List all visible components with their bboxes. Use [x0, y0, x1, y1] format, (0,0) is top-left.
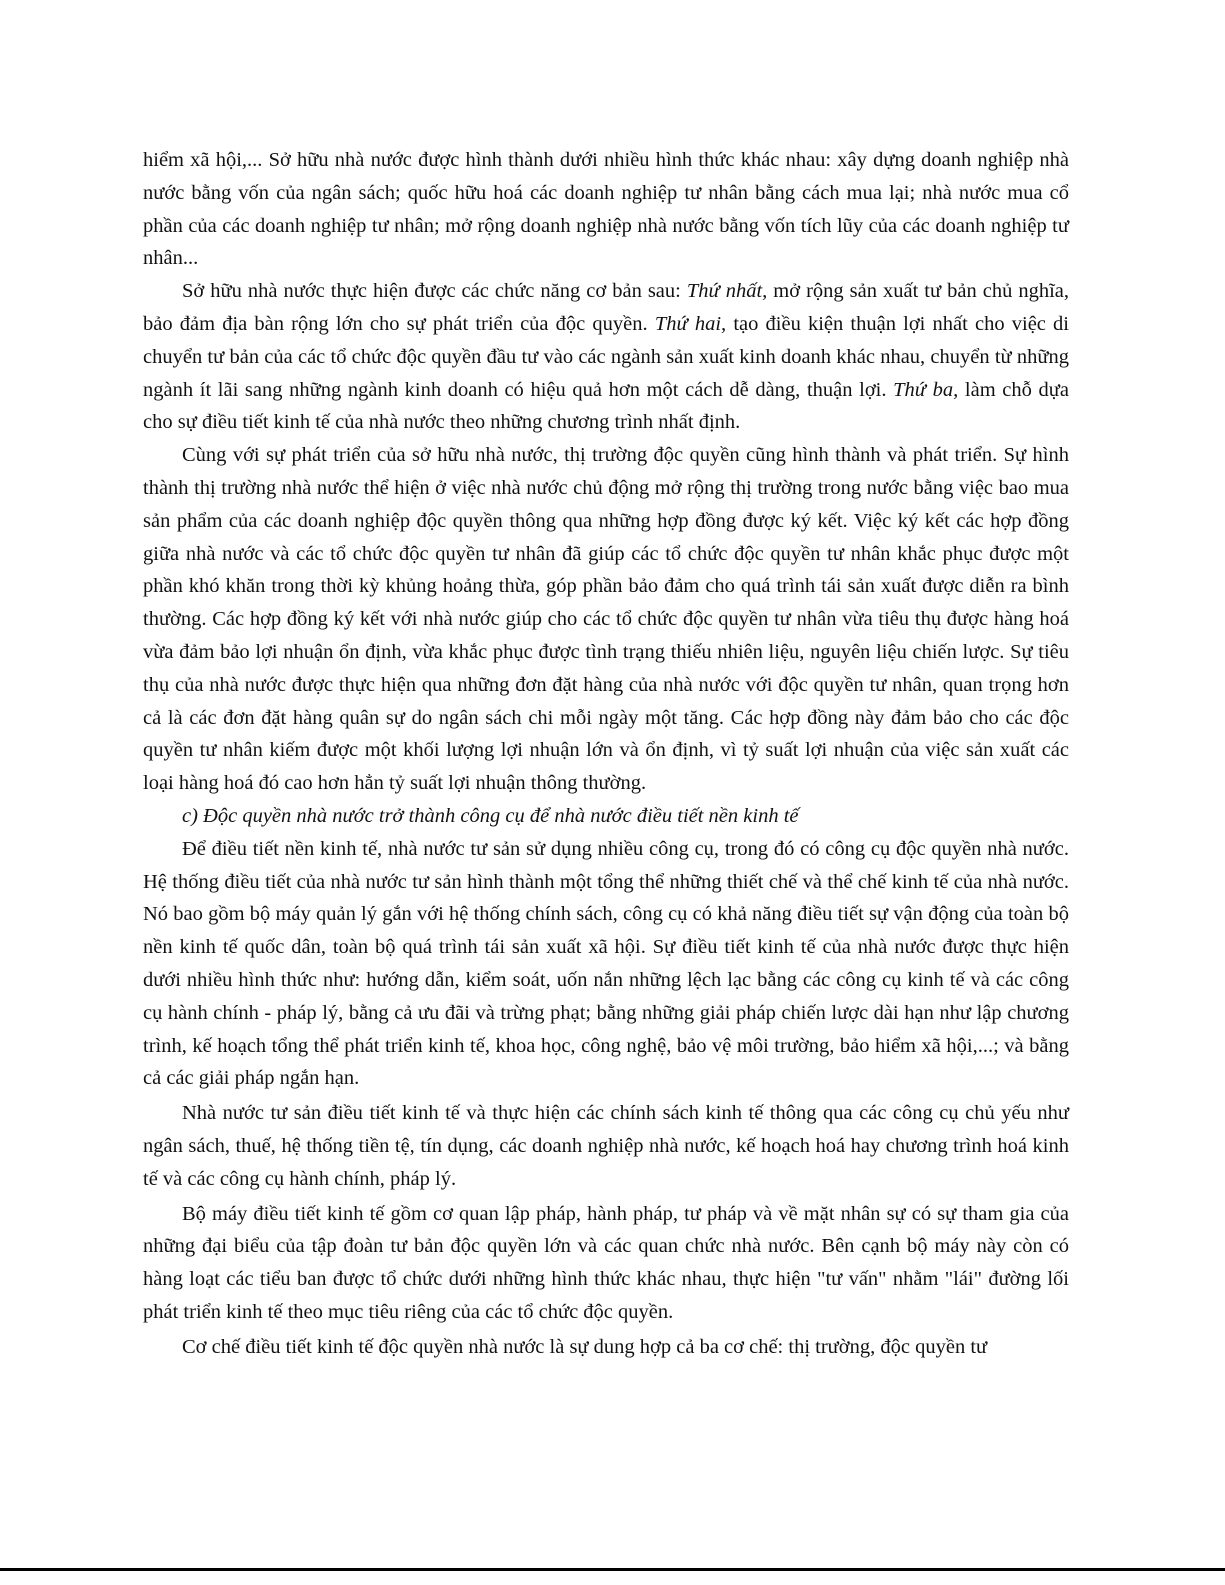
paragraph-regulatory-apparatus: Bộ máy điều tiết kinh tế gồm cơ quan lập pháp, hành pháp, tư pháp và về mặt nhân sự có sự tham gia của những đại biểu của tập đoàn tư bản độc quyền lớn và các quan chức nhà nước. Bên cạnh bộ máy này còn có hàng loạt các tiểu ban được tổ chức dưới những hình thức khác nhau, thực hiện "tư vấn" nhằm "lái" đường lối phát triển kinh tế theo mục tiêu riêng của các tổ chức độc quyền.	[143, 1202, 1069, 1323]
emphasis-second: Thứ hai,	[654, 312, 727, 335]
section-heading-c: c) Độc quyền nhà nước trở thành công cụ để nhà nước điều tiết nền kinh tế	[182, 804, 799, 827]
paragraph-text: tạo điều kiện thuận lợi nhất cho việc di chuyển tư bản của các tổ chức độc quyền đầu tư vào các ngành sản xuất kinh doanh khác nhau, chuyển từ những ngành ít lãi sang những ngành kinh doanh có hiệu quả hơn một cách dễ dàng, thuận lợi.	[143, 312, 1070, 401]
paragraph-mechanism: Cơ chế điều tiết kinh tế độc quyền nhà nước là sự dung hợp cả ba cơ chế: thị trường, độc quyền tư	[182, 1335, 988, 1358]
paragraph-main-instruments: Nhà nước tư sản điều tiết kinh tế và thực hiện các chính sách kinh tế thông qua các công cụ chủ yếu như ngân sách, thuế, hệ thống tiền tệ, tín dụng, các doanh nghiệp nhà nước, kế hoạch hoá hay chương trình hoá kinh tế và các công cụ hành chính, pháp lý.	[143, 1102, 1069, 1190]
paragraph-text: làm chỗ dựa cho sự điều tiết kinh tế của nhà nước theo những chương trình nhất định.	[143, 378, 1069, 434]
page-body	[143, 144, 1069, 1363]
paragraph-text: mở rộng sản xuất tư bản chủ nghĩa, bảo đảm địa bàn rộng lớn cho sự phát triển của độc quyền.	[143, 280, 1069, 335]
paragraph-state-ownership-functions	[143, 275, 1069, 439]
paragraph-state-market: Cùng với sự phát triển của sở hữu nhà nước, thị trường độc quyền cũng hình thành và phát triển. Sự hình thành thị trường nhà nước thể hiện ở việc nhà nước chủ động mở rộng thị trường trong nước bằng việc bao mua sản phẩm của các doanh nghiệp độc quyền thông qua những hợp đồng được ký kết. Việc ký kết các hợp đồng giữa nhà nước và các tổ chức độc quyền tư nhân đã giúp các tổ chức độc quyền tư nhân khắc phục được một phần khó khăn trong thời kỳ khủng hoảng thừa, góp phần bảo đảm cho quá trình tái sản xuất được diễn ra bình thường. Các hợp đồng ký kết với nhà nước giúp cho các tổ chức độc quyền tư nhân vừa tiêu thụ được hàng hoá vừa đảm bảo lợi nhuận ổn định, vừa khắc phục được tình trạng thiếu nhiên liệu, nguyên liệu chiến lược. Sự tiêu thụ của nhà nước được thực hiện qua những đơn đặt hàng của nhà nước với độc quyền tư nhân, quan trọng hơn cả là các đơn đặt hàng quân sự do ngân sách chi mỗi ngày một tăng. Các hợp đồng này đảm bảo cho các độc quyền tư nhân kiếm được một khối lượng lợi nhuận lớn và ổn định, vì tỷ suất lợi nhuận của việc sản xuất các loại hàng hoá đó cao hơn hẳn tỷ suất lợi nhuận thông thường.	[143, 444, 1069, 795]
paragraph-continuation: hiểm xã hội,... Sở hữu nhà nước được hình thành dưới nhiều hình thức khác nhau: xây dựng doanh nghiệp nhà nước bằng vốn của ngân sách; quốc hữu hoá các doanh nghiệp tư nhân bằng cách mua lại; nhà nước mua cổ phần của các doanh nghiệp tư nhân; mở rộng doanh nghiệp nhà nước bằng vốn tích lũy của các doanh nghiệp tư nhân...	[143, 149, 1069, 270]
paragraph-regulation-tools: Để điều tiết nền kinh tế, nhà nước tư sản sử dụng nhiều công cụ, trong đó có công cụ độc quyền nhà nước. Hệ thống điều tiết của nhà nước tư sản hình thành một tổng thể những thiết chế và thể chế kinh tế của nhà nước. Nó bao gồm bộ máy quản lý gắn với hệ thống chính sách, công cụ có khả năng điều tiết sự vận động của toàn bộ nền kinh tế quốc dân, toàn bộ quá trình tái sản xuất xã hội. Sự điều tiết kinh tế của nhà nước được thực hiện dưới nhiều hình thức như: hướng dẫn, kiểm soát, uốn nắn những lệch lạc bằng các công cụ kinh tế và các công cụ hành chính - pháp lý, bằng cả ưu đãi và trừng phạt; bằng những giải pháp chiến lược dài hạn như lập chương trình, kế hoạch tổng thể phát triển kinh tế, khoa học, công nghệ, bảo vệ môi trường, bảo hiểm xã hội,...; và bằng cả các giải pháp ngắn hạn.	[143, 837, 1069, 1090]
emphasis-first: Thứ nhất,	[686, 280, 768, 303]
page-bottom-border	[0, 1568, 1225, 1571]
emphasis-third: Thứ ba,	[893, 378, 959, 401]
paragraph-text: Sở hữu nhà nước thực hiện được các chức năng cơ bản sau:	[182, 280, 687, 303]
